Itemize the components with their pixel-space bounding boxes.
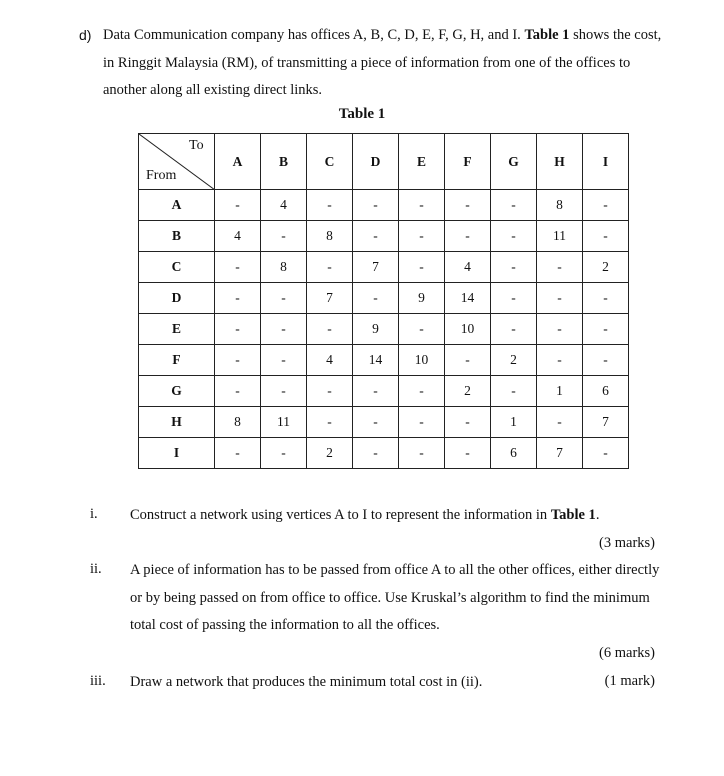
row-header-d: D: [139, 283, 215, 314]
cost-cell: -: [537, 407, 583, 438]
cost-cell: 8: [261, 252, 307, 283]
cost-cell: -: [399, 221, 445, 252]
q1-text-main: Construct a network using vertices A to I to represent the information in: [130, 507, 548, 523]
cost-cell: 7: [583, 407, 629, 438]
q1-table-ref: Table 1: [550, 507, 596, 523]
cost-cell: -: [307, 252, 353, 283]
table-row: [139, 283, 629, 314]
cost-cell: -: [445, 345, 491, 376]
row-header-g: G: [139, 376, 215, 407]
cost-cell: 6: [583, 376, 629, 407]
cost-cell: 14: [445, 283, 491, 314]
q3-marks: (1 mark): [604, 673, 655, 689]
cost-cell: -: [261, 345, 307, 376]
cost-cell: -: [215, 438, 261, 469]
cost-cell: -: [583, 345, 629, 376]
cost-cell: -: [353, 376, 399, 407]
row-header-a: A: [139, 190, 215, 221]
table-row: [139, 376, 629, 407]
cost-cell: -: [261, 221, 307, 252]
cost-cell: -: [583, 221, 629, 252]
cost-cell: -: [215, 314, 261, 345]
cost-cell: 2: [445, 376, 491, 407]
cost-cell: -: [491, 252, 537, 283]
column-header-g: G: [491, 134, 537, 190]
row-header-f: F: [139, 345, 215, 376]
q1-text: [130, 502, 670, 530]
cost-cell: -: [583, 190, 629, 221]
column-header-e: E: [399, 134, 445, 190]
q1-marks: (3 marks): [599, 535, 655, 551]
question-d-intro: [79, 22, 669, 105]
cost-cell: -: [307, 314, 353, 345]
column-header-d: D: [353, 134, 399, 190]
table-row: [139, 345, 629, 376]
table-row: [139, 314, 629, 345]
cost-cell: -: [307, 407, 353, 438]
table-row: [139, 438, 629, 469]
cost-cell: -: [261, 283, 307, 314]
intro-table-ref: Table 1: [524, 27, 570, 43]
cost-cell: 8: [537, 190, 583, 221]
cost-cell: 8: [215, 407, 261, 438]
cost-cell: -: [353, 283, 399, 314]
table-row: [139, 221, 629, 252]
row-header-b: B: [139, 221, 215, 252]
cost-cell: -: [399, 407, 445, 438]
cost-cell: 11: [261, 407, 307, 438]
cost-table: [138, 133, 629, 469]
column-header-b: B: [261, 134, 307, 190]
q2-marks: (6 marks): [599, 645, 655, 661]
cost-cell: -: [261, 314, 307, 345]
cost-cell: -: [445, 221, 491, 252]
q3-text: Draw a network that produces the minimum total cost in (ii).: [130, 674, 483, 690]
cost-cell: -: [491, 221, 537, 252]
table-row: [139, 190, 629, 221]
cost-cell: -: [399, 190, 445, 221]
cost-cell: -: [307, 376, 353, 407]
cost-cell: -: [491, 314, 537, 345]
q2-text: A piece of information has to be passed from office A to all the other offices, either directly or by being passed on from office to office. Use Kruskal’s algorithm to find the minimum total cost of passing the information to all the offices.: [130, 562, 660, 633]
cost-cell: -: [215, 376, 261, 407]
cost-cell: 9: [399, 283, 445, 314]
intro-text-2: shows the cost, in Ringgit Malaysia (RM), of transmitting a piece of information from one of the offices to another along all existing direct links.: [103, 27, 662, 98]
corner-from-label: From: [146, 168, 177, 183]
cost-cell: -: [399, 376, 445, 407]
cost-cell: 1: [491, 407, 537, 438]
cost-cell: 1: [537, 376, 583, 407]
cost-cell: -: [537, 252, 583, 283]
cost-cell: -: [445, 438, 491, 469]
cost-cell: -: [353, 407, 399, 438]
cost-cell: 4: [445, 252, 491, 283]
cost-cell: -: [583, 283, 629, 314]
cost-cell: -: [353, 221, 399, 252]
column-header-i: I: [583, 134, 629, 190]
q1-text-end: .: [595, 507, 600, 523]
cost-cell: 11: [537, 221, 583, 252]
question-label: d): [79, 27, 92, 43]
cost-cell: 4: [307, 345, 353, 376]
cost-cell: -: [307, 190, 353, 221]
cost-cell: -: [583, 314, 629, 345]
table-row: [139, 407, 629, 438]
cost-cell: 9: [353, 314, 399, 345]
cost-cell: -: [261, 438, 307, 469]
cost-cell: -: [215, 190, 261, 221]
row-header-c: C: [139, 252, 215, 283]
column-header-c: C: [307, 134, 353, 190]
intro-text: [103, 22, 669, 105]
cost-cell: -: [215, 283, 261, 314]
q2-number: ii.: [90, 561, 102, 577]
cost-cell: -: [445, 407, 491, 438]
cost-cell: -: [537, 345, 583, 376]
cost-cell: -: [445, 190, 491, 221]
cost-cell: -: [491, 190, 537, 221]
cost-cell: -: [215, 345, 261, 376]
q1-number: i.: [90, 506, 98, 522]
cost-cell: 10: [445, 314, 491, 345]
cost-cell: 7: [537, 438, 583, 469]
row-header-h: H: [139, 407, 215, 438]
cost-cell: -: [399, 252, 445, 283]
cost-cell: -: [491, 376, 537, 407]
cost-cell: -: [491, 283, 537, 314]
cost-cell: -: [583, 438, 629, 469]
column-header-f: F: [445, 134, 491, 190]
cost-cell: 7: [353, 252, 399, 283]
cost-cell: -: [537, 314, 583, 345]
cost-cell: -: [353, 438, 399, 469]
corner-to-label: To: [189, 138, 204, 153]
column-header-h: H: [537, 134, 583, 190]
cost-cell: 4: [215, 221, 261, 252]
cost-cell: -: [261, 376, 307, 407]
table-caption: Table 1: [338, 106, 386, 122]
cost-cell: 2: [307, 438, 353, 469]
cost-cell: 2: [491, 345, 537, 376]
cost-cell: 6: [491, 438, 537, 469]
cost-cell: -: [353, 190, 399, 221]
table-row: [139, 252, 629, 283]
column-header-a: A: [215, 134, 261, 190]
cost-cell: 7: [307, 283, 353, 314]
cost-cell: -: [399, 438, 445, 469]
row-header-i: I: [139, 438, 215, 469]
cost-cell: 14: [353, 345, 399, 376]
cost-cell: 2: [583, 252, 629, 283]
table-corner-cell: [139, 134, 215, 190]
q3-number: iii.: [90, 673, 106, 689]
row-header-e: E: [139, 314, 215, 345]
cost-cell: -: [215, 252, 261, 283]
cost-cell: -: [399, 314, 445, 345]
intro-text-1: Data Communication company has offices A, B, C, D, E, F, G, H, and I.: [103, 27, 521, 43]
cost-cell: -: [537, 283, 583, 314]
cost-cell: 8: [307, 221, 353, 252]
cost-cell: 10: [399, 345, 445, 376]
cost-cell: 4: [261, 190, 307, 221]
table-header-row: [139, 134, 629, 190]
